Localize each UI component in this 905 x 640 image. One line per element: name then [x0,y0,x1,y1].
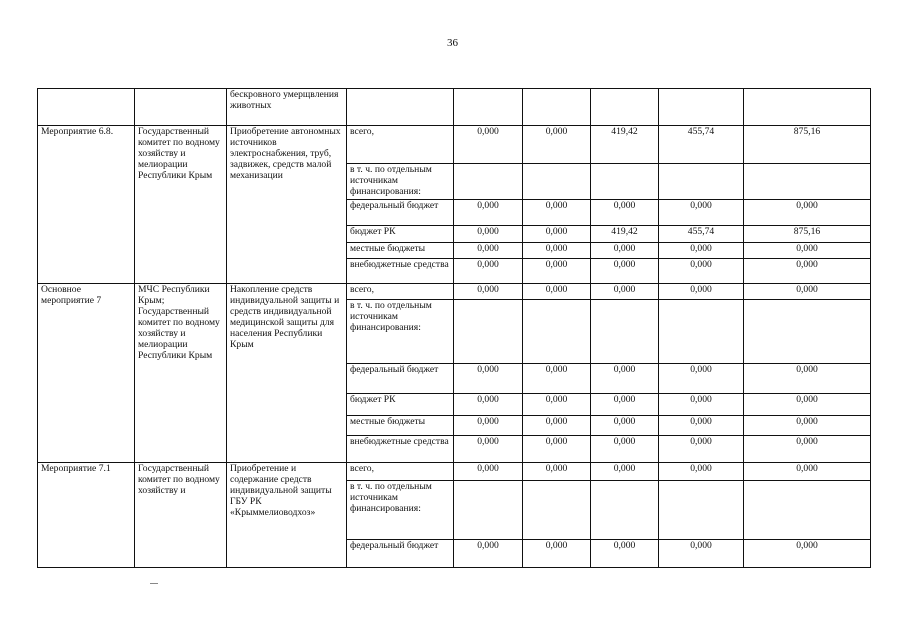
value-cell: 0,000 [744,259,871,284]
value-cell [591,164,659,200]
value-cell: 0,000 [591,463,659,481]
source-cell: местные бюджеты [347,416,454,436]
value-cell: 0,000 [454,243,523,259]
value-cell: 0,000 [659,540,744,568]
executor-cell [135,89,227,126]
source-cell: внебюджетные средства [347,436,454,463]
value-cell [744,481,871,540]
value-cell [659,481,744,540]
source-cell: всего, [347,284,454,300]
value-cell: 0,000 [454,259,523,284]
value-cell: 0,000 [744,364,871,394]
value-cell: 875,16 [744,226,871,243]
value-cell: 0,000 [591,364,659,394]
value-cell [659,300,744,364]
value-cell: 0,000 [454,540,523,568]
value-cell: 0,000 [454,364,523,394]
value-cell: 0,000 [744,436,871,463]
value-cell [659,89,744,126]
value-cell: 0,000 [659,243,744,259]
value-cell: 0,000 [454,200,523,226]
value-cell [454,481,523,540]
value-cell [454,164,523,200]
value-cell: 0,000 [454,416,523,436]
value-cell: 0,000 [744,416,871,436]
event-cell: Основное мероприятие 7 [38,284,135,463]
value-cell: 0,000 [523,126,591,164]
value-cell: 0,000 [591,540,659,568]
value-cell [523,89,591,126]
value-cell: 0,000 [591,394,659,416]
source-cell: федеральный бюджет [347,200,454,226]
source-cell: бюджет РК [347,394,454,416]
value-cell: 0,000 [659,394,744,416]
value-cell: 0,000 [454,226,523,243]
source-cell: всего, [347,126,454,164]
description-cell: Приобретение автономных источников электроснабжения, труб, задвижек, средств малой механизации [227,126,347,284]
value-cell: 419,42 [591,126,659,164]
value-cell: 0,000 [659,416,744,436]
value-cell: 0,000 [591,200,659,226]
value-cell [454,89,523,126]
value-cell: 455,74 [659,126,744,164]
table-row [38,126,871,164]
value-cell: 0,000 [744,243,871,259]
value-cell: 0,000 [454,463,523,481]
source-cell: в т. ч. по отдельным источникам финансирования: [347,300,454,364]
page-number: 36 [447,37,458,49]
source-cell: местные бюджеты [347,243,454,259]
value-cell: 0,000 [523,259,591,284]
value-cell: 0,000 [659,463,744,481]
executor-cell: МЧС Республики Крым; Государственный комитет по водному хозяйству и мелиорации Республики Крым [135,284,227,463]
value-cell: 0,000 [591,243,659,259]
value-cell: 0,000 [744,540,871,568]
value-cell: 0,000 [591,416,659,436]
event-cell [38,89,135,126]
value-cell: 0,000 [454,436,523,463]
source-cell [347,89,454,126]
value-cell: 0,000 [523,416,591,436]
value-cell: 0,000 [591,259,659,284]
value-cell: 419,42 [591,226,659,243]
stray-mark [150,583,158,584]
executor-cell: Государственный комитет по водному хозяйству и мелиорации Республики Крым [135,126,227,284]
continuation-row [38,89,871,126]
value-cell: 455,74 [659,226,744,243]
value-cell: 0,000 [659,200,744,226]
value-cell: 0,000 [523,463,591,481]
value-cell [591,89,659,126]
event-cell: Мероприятие 7.1 [38,463,135,568]
value-cell [454,300,523,364]
value-cell: 0,000 [523,200,591,226]
value-cell [523,164,591,200]
value-cell: 0,000 [523,540,591,568]
value-cell: 0,000 [523,284,591,300]
financing-table [37,88,871,568]
value-cell: 0,000 [591,436,659,463]
value-cell: 0,000 [659,259,744,284]
value-cell: 0,000 [523,394,591,416]
value-cell: 0,000 [591,284,659,300]
source-cell: всего, [347,463,454,481]
value-cell [523,481,591,540]
description-cell: Накопление средств индивидуальной защиты и средств индивидуальной медицинской защиты для населения Республики Крым [227,284,347,463]
value-cell: 0,000 [454,126,523,164]
value-cell [659,164,744,200]
value-cell: 0,000 [744,394,871,416]
table-row [38,284,871,300]
source-cell: внебюджетные средства [347,259,454,284]
value-cell [591,481,659,540]
value-cell: 875,16 [744,126,871,164]
value-cell [744,89,871,126]
value-cell [523,300,591,364]
value-cell: 0,000 [744,463,871,481]
description-cell: бескровного умерщвления животных [227,89,347,126]
executor-cell: Государственный комитет по водному хозяйству и [135,463,227,568]
table-row [38,463,871,481]
value-cell: 0,000 [659,284,744,300]
source-cell: в т. ч. по отдельным источникам финансирования: [347,164,454,200]
source-cell: бюджет РК [347,226,454,243]
value-cell: 0,000 [744,284,871,300]
value-cell: 0,000 [523,243,591,259]
event-cell: Мероприятие 6.8. [38,126,135,284]
value-cell: 0,000 [523,226,591,243]
value-cell: 0,000 [454,284,523,300]
value-cell [744,164,871,200]
description-cell: Приобретение и содержание средств индивидуальной защиты ГБУ РК «Крыммелиоводхоз» [227,463,347,568]
source-cell: в т. ч. по отдельным источникам финансирования: [347,481,454,540]
value-cell: 0,000 [744,200,871,226]
value-cell [591,300,659,364]
source-cell: федеральный бюджет [347,364,454,394]
value-cell: 0,000 [523,436,591,463]
value-cell [744,300,871,364]
value-cell: 0,000 [659,364,744,394]
source-cell: федеральный бюджет [347,540,454,568]
value-cell: 0,000 [659,436,744,463]
value-cell: 0,000 [523,364,591,394]
value-cell: 0,000 [454,394,523,416]
